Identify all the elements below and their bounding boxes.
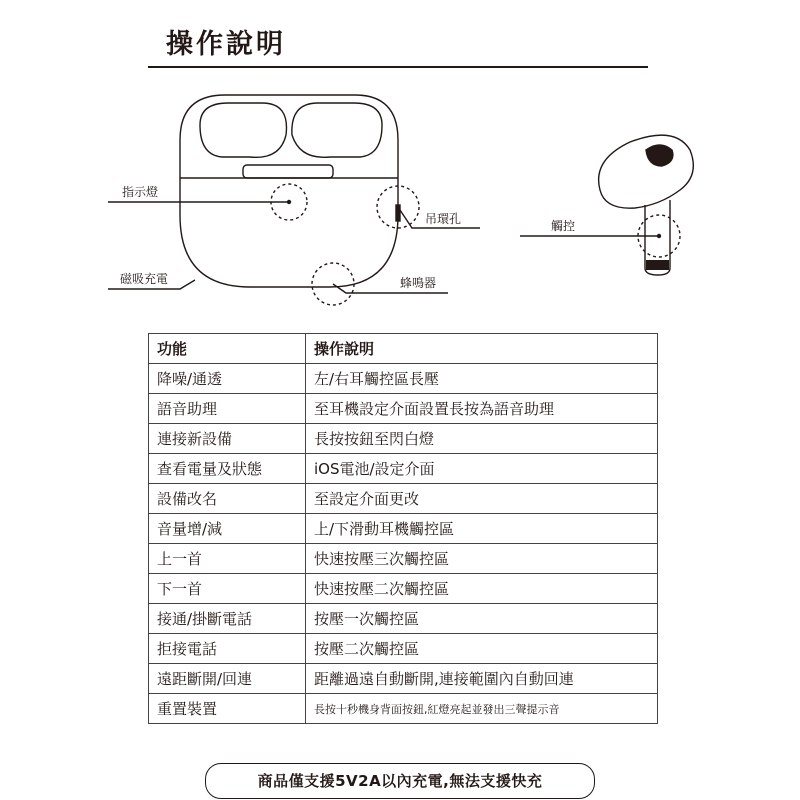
function-cell: 降噪/通透 <box>149 364 306 394</box>
function-cell: 下一首 <box>149 574 306 604</box>
table-row <box>149 424 658 454</box>
header-operation: 操作說明 <box>306 334 658 364</box>
function-cell: 遠距斷開/回連 <box>149 664 306 694</box>
function-cell: 上一首 <box>149 544 306 574</box>
operation-cell: 左/右耳觸控區長壓 <box>306 364 658 394</box>
operation-cell: 快速按壓二次觸控區 <box>306 574 658 604</box>
operation-cell: 距離過遠自動斷開,連接範圍內自動回連 <box>306 664 658 694</box>
function-cell: 連接新設備 <box>149 424 306 454</box>
left-earbud-cavity <box>200 103 287 157</box>
right-earbud-cavity <box>292 103 382 157</box>
function-cell: 設備改名 <box>149 484 306 514</box>
table-header-row <box>149 334 658 364</box>
table-row <box>149 544 658 574</box>
operation-cell: 快速按壓三次觸控區 <box>306 544 658 574</box>
label-magnetic-charging: 磁吸充電 <box>120 272 169 286</box>
table-row <box>149 604 658 634</box>
function-cell: 接通/掛斷電話 <box>149 604 306 634</box>
table-row <box>149 484 658 514</box>
operation-cell: 至耳機設定介面設置長按為語音助理 <box>306 394 658 424</box>
function-cell: 查看電量及狀態 <box>149 454 306 484</box>
table-row <box>149 664 658 694</box>
function-cell: 拒接電話 <box>149 634 306 664</box>
table-row <box>149 364 658 394</box>
hinge <box>243 165 333 178</box>
operation-cell: 至設定介面更改 <box>306 484 658 514</box>
label-buzzer: 蜂鳴器 <box>400 276 437 290</box>
table-row <box>149 694 658 724</box>
label-touch: 觸控 <box>551 219 576 233</box>
page-title: 操作說明 <box>166 29 286 60</box>
case-body <box>180 95 398 287</box>
table-row <box>149 574 658 604</box>
table-row <box>149 454 658 484</box>
operation-cell: 長按按鈕至閃白燈 <box>306 424 658 454</box>
operation-cell: 長按十秒機身背面按鈕,紅燈亮起並發出三聲提示音 <box>306 694 658 724</box>
table-row <box>149 514 658 544</box>
product-diagram <box>0 0 800 330</box>
header-function: 功能 <box>149 334 306 364</box>
function-cell: 音量增/減 <box>149 514 306 544</box>
function-cell: 語音助理 <box>149 394 306 424</box>
earbud-head <box>599 135 694 208</box>
operations-table <box>148 333 658 724</box>
label-indicator: 指示燈 <box>122 185 159 199</box>
operation-cell: iOS電池/設定介面 <box>306 454 658 484</box>
charging-notice: 商品僅支援5V2A以內充電,無法支援快充 <box>205 763 595 799</box>
earbud-stem-cap <box>646 260 669 270</box>
earbud-tip <box>646 145 673 166</box>
operation-cell: 按壓二次觸控區 <box>306 634 658 664</box>
function-cell: 重置裝置 <box>149 694 306 724</box>
table-row <box>149 394 658 424</box>
label-lanyard-hole: 吊環孔 <box>425 212 462 226</box>
table-row <box>149 634 658 664</box>
operation-cell: 上/下滑動耳機觸控區 <box>306 514 658 544</box>
operation-cell: 按壓一次觸控區 <box>306 604 658 634</box>
